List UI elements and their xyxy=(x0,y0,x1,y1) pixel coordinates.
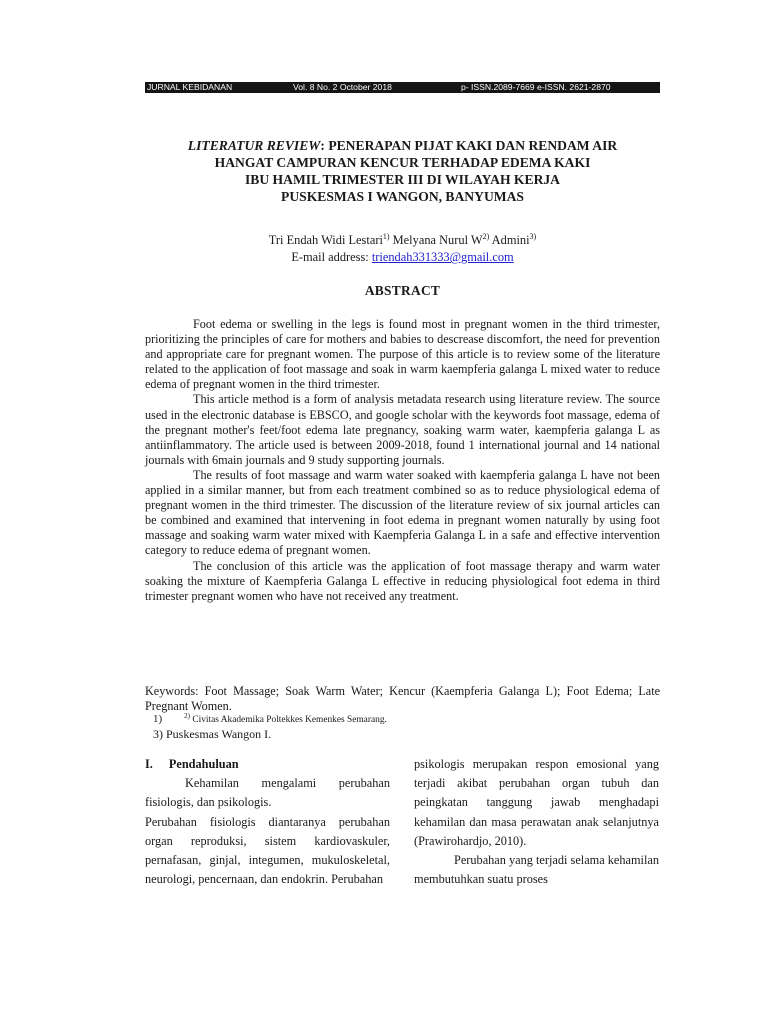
title-line-3: IBU HAMIL TRIMESTER III DI WILAYAH KERJA xyxy=(244,172,560,187)
title-line-4: PUSKESMAS I WANGON, BANYUMAS xyxy=(281,189,524,204)
abstract-paragraph: The conclusion of this article was the application of foot massage therapy and warm water soaking the mixture of Kaempferia Galanga L effective in reducing physiological foot edema in third trimester pregnant women who have not received any treatment. xyxy=(145,558,660,603)
abstract-paragraph: This article method is a form of analysis metadata research using literature review. The source used in the electronic database is EBSCO, and google scholar with the keywords foot massage, edema of the pregnant mother's feet/foot edema late pregnancy, soaking warm water, kaempferia galanga L as antiinflammatory. The article used is between 2009-2018, found 1 international journal and 14 national journals with 6main journals and 9 study supporting journals. xyxy=(145,392,660,467)
article-title xyxy=(145,137,660,205)
section-number: I. xyxy=(145,757,153,771)
section-title: Pendahuluan xyxy=(168,757,239,771)
author-email: E-mail address: triendah331333@gmail.com xyxy=(291,250,514,264)
intro-left-column xyxy=(145,755,390,889)
abstract-paragraph: The results of foot massage and warm water soaked with kaempferia galanga L have not been applied in a similar manner, but from each treatment combined so as to reduce physiological edema of pregnant women in the third trimester. The discussion of the literature review of six journal articles can be combined and examined that intervening in foot edema in pregnant women naturally by using foot massage and soaking warm water mixed with Kaempferia Galanga L in a safe and effective intervention category to reduce edema of pregnant women. xyxy=(145,467,660,558)
intro-paragraph: Perubahan fisiologis diantaranya perubahan organ reproduksi, sistem kardiovaskuler, pernafasan, ginjal, integumen, mukuloskeletal, neurologi, pencernaan, dan endokrin. Perubahan xyxy=(145,814,390,887)
intro-paragraph: Kehamilan mengalami perubahan fisiologis, dan psikologis. xyxy=(145,776,390,810)
journal-name: JURNAL KEBIDANAN xyxy=(147,82,233,92)
intro-paragraph: Perubahan yang terjadi selama kehamilan membutuhkan suatu proses xyxy=(414,853,659,887)
intro-paragraph: psikologis merupakan respon emosional yang terjadi akibat perubahan organ tubuh dan peingkatan tanggung jawab menghadapi kehamilan dan masa perawatan anak selanjutnya (Prawirohardjo, 2010). xyxy=(414,757,659,848)
journal-issn: p- ISSN.2089-7669 e-ISSN. 2621-2870 xyxy=(461,82,611,92)
author-names: Tri Endah Widi Lestari$^{1)}$ Melyana Nurul $W^{2)}$ Admini$^{3)}$ xyxy=(268,232,537,247)
section-heading xyxy=(145,755,390,774)
abstract-body xyxy=(145,317,660,604)
email-link[interactable]: triendah331333@gmail.com xyxy=(371,250,514,264)
journal-volume: Vol. 8 No. 2 October 2018 xyxy=(293,82,392,92)
affiliation-1: 1) $^{2)}$ Civitas Akademika Poltekkes Kemenkes Semarang. xyxy=(153,712,387,725)
abstract-paragraph: Foot edema or swelling in the legs is found most in pregnant women in the third trimester, prioritizing the principles of care for mothers and babies to descrease discomfort, the need for prevention and appropriate care for pregnant women. The purpose of this article is to review some of the literature related to the application of foot massage and soak in warm kaempferia galanga L mixed water to reduce edema of pregnant women in the third trimester. xyxy=(145,317,660,392)
title-italic-prefix: LITERATUR REVIEW xyxy=(187,138,321,153)
affiliation-2: 3) Puskesmas Wangon I. xyxy=(153,727,272,741)
intro-right-column xyxy=(414,755,659,889)
author-block xyxy=(145,232,660,266)
journal-header-bar xyxy=(145,82,660,93)
abstract-heading: ABSTRACT xyxy=(364,283,441,298)
keywords: Keywords: Foot Massage; Soak Warm Water; Kencur (Kaempferia Galanga L); Foot Edema; Late Pregnant Women. xyxy=(145,684,660,713)
title-line-2: HANGAT CAMPURAN KENCUR TERHADAP EDEMA KAKI xyxy=(214,155,591,170)
title-line-1: LITERATUR REVIEW: PENERAPAN PIJAT KAKI DAN RENDAM AIR xyxy=(187,138,618,153)
